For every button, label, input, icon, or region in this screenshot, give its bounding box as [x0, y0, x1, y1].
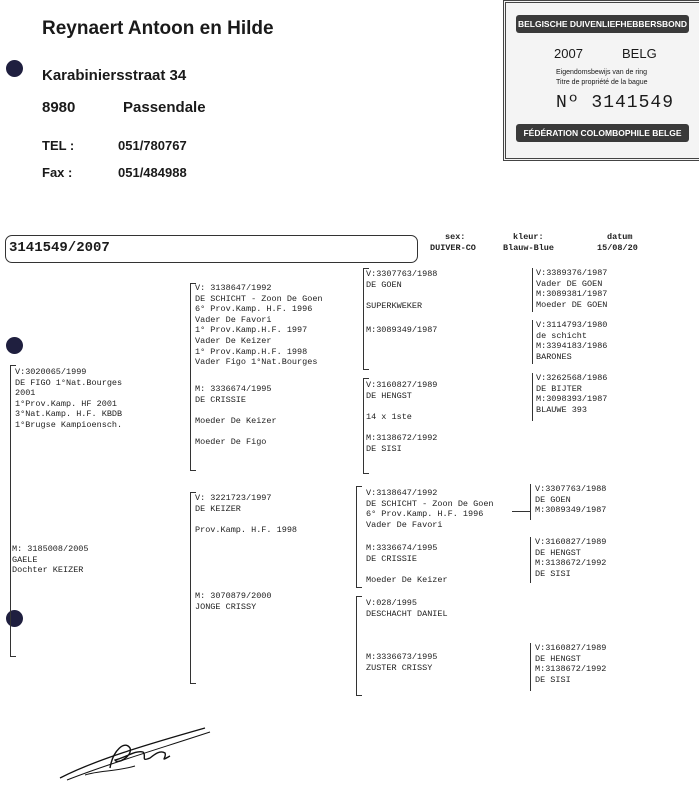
colour-value: Blauw-Blue [503, 243, 555, 253]
gen4-bracket-5 [530, 537, 531, 583]
connector [512, 511, 530, 512]
sire: V:3020065/1999 DE FIGO 1°Nat.Bourges 2001 1°Prov.Kamp. HF 2001 3°Nat.Kamp. H.F. KBDB 1°Brugse Kampioensch. [15, 367, 123, 430]
fax-value: 051/484988 [118, 165, 187, 180]
sss: V:3307763/1988 DE GOEN SUPERKWEKER [366, 269, 438, 311]
gen4-f: V:3160827/1989 DE HENGST M:3138672/1992 DE SISI [535, 643, 607, 685]
sds: V:3160827/1989 DE HENGST 14 x 1ste [366, 380, 438, 422]
stamp-bottom-band: FÉDÉRATION COLOMBOPHILE BELGE [516, 124, 689, 142]
gen2-sire-bracket [190, 283, 191, 471]
tick [356, 695, 362, 696]
dsd: M:3336674/1995 DE CRISSIE Moeder De Keizer [366, 543, 448, 585]
stamp-ring-number: Nº 3141549 [556, 93, 675, 113]
tick [363, 369, 369, 370]
gen3-bracket-3 [356, 486, 357, 588]
sire-sire: V: 3138647/1992 DE SCHICHT - Zoon De Goen 6° Prov.Kamp. H.F. 1996 Vader De Favori 1° Prov.Kamp.H.F. 1997 Vader De Keizer 1° Prov.Kamp.H.F. 1998 Vader Figo 1°Nat.Bourges [195, 283, 323, 368]
owner-street: Karabiniersstraat 34 [42, 67, 187, 84]
gen4-bracket-3 [532, 373, 533, 421]
dam-dam: M: 3070879/2000 JONGE CRISSY [195, 591, 272, 612]
gen3-bracket-4 [356, 596, 357, 696]
owner-name: Reynaert Antoon en Hilde [42, 18, 274, 39]
owner-postcode: 8980 [42, 99, 76, 116]
dam-sire: V: 3221723/1997 DE KEIZER Prov.Kamp. H.F. 1998 [195, 493, 298, 535]
tick [190, 470, 196, 471]
tick [10, 365, 16, 366]
gen4-c: V:3262568/1986 DE BIJTER M:3098393/1987 BLAUWE 393 [536, 373, 608, 415]
sdd: M:3138672/1992 DE SISI [366, 433, 438, 454]
owner-city: Passendale [123, 99, 206, 116]
dss: V:3138647/1992 DE SCHICHT - Zoon De Goen 6° Prov.Kamp. H.F. 1996 Vader De Favori [366, 488, 494, 530]
tick [363, 378, 369, 379]
ring-number: 3141549/2007 [9, 240, 110, 256]
tick [10, 656, 16, 657]
sire-dam: M: 3336674/1995 DE CRISSIE Moeder De Keizer Moeder De Figo [195, 384, 277, 447]
signature-icon [55, 720, 215, 785]
stamp-year: 2007 [554, 46, 583, 61]
tick [356, 587, 362, 588]
gen4-e: V:3160827/1989 DE HENGST M:3138672/1992 DE SISI [535, 537, 607, 579]
ssd: M:3089349/1987 [366, 325, 438, 335]
tick [190, 683, 196, 684]
gen4-bracket-1 [532, 268, 533, 312]
gen4-bracket-6 [530, 643, 531, 691]
gen3-bracket-2 [363, 378, 364, 474]
punch-hole-icon [6, 610, 23, 627]
dam: M: 3185008/2005 GAELE Dochter KEIZER [12, 544, 89, 576]
gen4-b: V:3114793/1980 de schicht M:3394183/1986 BARONES [536, 320, 608, 362]
stamp-country: BELG [622, 46, 657, 61]
gen3-bracket-1 [363, 268, 364, 370]
date-value: 15/08/20 [597, 243, 638, 253]
gen4-bracket-2 [532, 320, 533, 364]
stamp-line1: Eigendomsbewijs van de ring [556, 69, 648, 76]
gen1-bracket [10, 365, 11, 657]
stamp-line2: Titre de propriété de la bague [556, 79, 648, 86]
punch-hole-icon [6, 337, 23, 354]
ddd: M:3336673/1995 ZUSTER CRISSY [366, 652, 438, 673]
sex-value: DUIVER-CO [430, 243, 476, 253]
tick [356, 596, 362, 597]
date-label: datum [607, 232, 633, 242]
gen2-dam-bracket [190, 492, 191, 684]
sex-label: sex: [445, 232, 466, 242]
gen4-a: V:3389376/1987 Vader DE GOEN M:3089381/1987 Moeder DE GOEN [536, 268, 608, 310]
punch-hole-icon [6, 60, 23, 77]
colour-label: kleur: [513, 232, 544, 242]
gen4-d: V:3307763/1988 DE GOEN M:3089349/1987 [535, 484, 607, 516]
tel-label: TEL : [42, 138, 75, 153]
tel-value: 051/780767 [118, 138, 187, 153]
dds: V:028/1995 DESCHACHT DANIEL [366, 598, 448, 619]
tick [356, 486, 362, 487]
tick [363, 473, 369, 474]
stamp-top-band: BELGISCHE DUIVENLIEFHEBBERSBOND [516, 15, 689, 33]
gen4-bracket-4 [530, 484, 531, 520]
ring-certificate-stamp [503, 0, 699, 161]
fax-label: Fax : [42, 165, 73, 180]
